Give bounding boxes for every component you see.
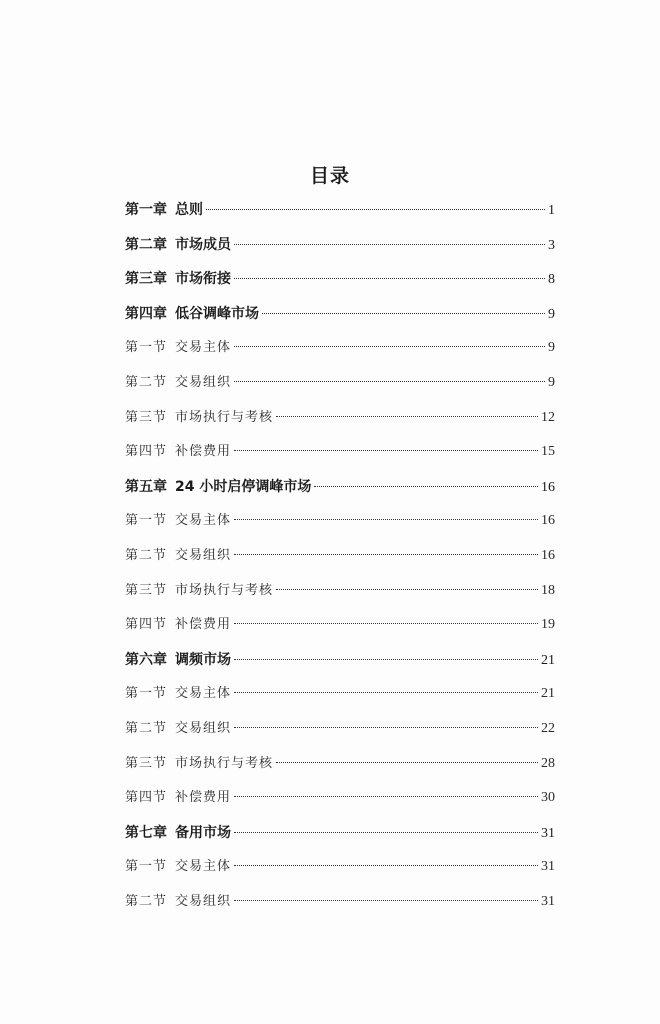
dot-leader xyxy=(234,727,538,728)
dot-leader xyxy=(234,865,538,866)
toc-entry-label xyxy=(125,233,231,257)
toc-entry-label xyxy=(125,579,273,603)
toc-entry-label xyxy=(125,752,273,776)
toc-entry-label xyxy=(125,855,231,879)
toc-page-number: 15 xyxy=(541,444,555,460)
dot-leader xyxy=(262,313,545,314)
toc-page-number: 31 xyxy=(541,859,555,875)
toc-entry-label xyxy=(125,302,259,326)
dot-leader xyxy=(234,450,538,451)
toc-entry-title: 市场执行与考核 xyxy=(175,409,274,425)
toc-entry-title: 市场执行与考核 xyxy=(175,755,274,771)
toc-section-entry[interactable] xyxy=(125,579,555,614)
toc-entry-label xyxy=(125,544,231,568)
toc-chapter-entry[interactable] xyxy=(125,821,555,856)
toc-entry-label xyxy=(125,890,231,914)
toc-page-number: 16 xyxy=(541,479,555,495)
toc-page-number: 3 xyxy=(548,237,555,253)
dot-leader xyxy=(206,209,545,210)
toc-chapter-entry[interactable] xyxy=(125,233,555,268)
dot-leader xyxy=(276,589,538,590)
toc-page-number: 22 xyxy=(541,720,555,736)
toc-entry-label xyxy=(125,267,231,291)
toc-section-entry[interactable] xyxy=(125,336,555,371)
toc-entry-number: 第六章 xyxy=(125,651,167,668)
toc-chapter-entry[interactable] xyxy=(125,267,555,302)
toc-entry-title: 交易主体 xyxy=(175,859,232,875)
dot-leader xyxy=(234,796,538,797)
toc-entry-number: 第二节 xyxy=(125,893,168,909)
toc-entry-number: 第二章 xyxy=(125,236,167,253)
toc-entry-title: 交易组织 xyxy=(175,547,232,563)
toc-entry-label xyxy=(125,821,231,845)
toc-title: 目录 xyxy=(309,165,350,187)
toc-entry-title: 市场衔接 xyxy=(175,271,231,288)
toc-entry-number: 第四节 xyxy=(125,444,168,460)
toc-entry-number: 第四章 xyxy=(125,305,167,322)
toc-page-number: 30 xyxy=(541,790,555,806)
toc-chapter-entry[interactable] xyxy=(125,475,555,510)
toc-list xyxy=(125,198,555,924)
dot-leader xyxy=(234,900,538,901)
dot-leader xyxy=(276,416,538,417)
toc-entry-label xyxy=(125,682,231,706)
toc-section-entry[interactable] xyxy=(125,406,555,441)
toc-entry-label xyxy=(125,475,311,499)
toc-entry-label xyxy=(125,717,231,741)
toc-page-number: 9 xyxy=(548,374,555,390)
toc-entry-label xyxy=(125,371,231,395)
toc-entry-number: 第一节 xyxy=(125,686,168,702)
toc-page-number: 16 xyxy=(541,547,555,563)
toc-section-entry[interactable] xyxy=(125,786,555,821)
toc-entry-title: 交易组织 xyxy=(175,374,232,390)
toc-chapter-entry[interactable] xyxy=(125,198,555,233)
toc-entry-title: 调频市场 xyxy=(175,651,231,668)
dot-leader xyxy=(314,486,538,487)
toc-page-number: 9 xyxy=(548,340,555,356)
toc-page-number: 19 xyxy=(541,617,555,633)
toc-entry-number: 第三节 xyxy=(125,755,168,771)
toc-entry-number: 第四节 xyxy=(125,790,168,806)
toc-page-number: 21 xyxy=(541,686,555,702)
toc-section-entry[interactable] xyxy=(125,613,555,648)
toc-entry-title: 备用市场 xyxy=(175,824,231,841)
toc-section-entry[interactable] xyxy=(125,855,555,890)
dot-leader xyxy=(234,554,538,555)
toc-page-number: 1 xyxy=(548,203,555,218)
toc-entry-title: 交易组织 xyxy=(175,720,232,736)
toc-entry-title: 交易主体 xyxy=(175,513,232,529)
toc-section-entry[interactable] xyxy=(125,682,555,717)
toc-section-entry[interactable] xyxy=(125,509,555,544)
toc-page-number: 21 xyxy=(541,652,555,668)
dot-leader xyxy=(234,244,545,245)
toc-page-number: 28 xyxy=(541,755,555,771)
toc-entry-number: 第一章 xyxy=(125,202,167,218)
toc-entry-title: 交易主体 xyxy=(175,686,232,702)
toc-section-entry[interactable] xyxy=(125,890,555,925)
dot-leader xyxy=(234,692,538,693)
toc-entry-label xyxy=(125,198,203,222)
toc-page-number: 9 xyxy=(548,306,555,322)
dot-leader xyxy=(234,832,538,833)
dot-leader xyxy=(234,623,538,624)
toc-entry-number: 第二节 xyxy=(125,547,168,563)
toc-entry-title: 总则 xyxy=(175,202,203,218)
dot-leader xyxy=(276,762,538,763)
toc-entry-label xyxy=(125,440,231,464)
toc-page-number: 16 xyxy=(541,513,555,529)
toc-entry-number: 第二节 xyxy=(125,374,168,390)
toc-page-number: 31 xyxy=(541,825,555,841)
toc-section-entry[interactable] xyxy=(125,717,555,752)
toc-entry-number: 第五章 xyxy=(125,478,167,495)
toc-page-number: 12 xyxy=(541,409,555,425)
toc-page-number: 18 xyxy=(541,582,555,598)
toc-entry-label xyxy=(125,406,273,430)
toc-entry-number: 第三节 xyxy=(125,582,168,598)
dot-leader xyxy=(234,346,545,347)
toc-entry-title: 补偿费用 xyxy=(175,617,232,633)
toc-entry-number: 第三章 xyxy=(125,271,167,288)
toc-section-entry[interactable] xyxy=(125,544,555,579)
toc-entry-label xyxy=(125,336,231,360)
toc-entry-label xyxy=(125,509,231,533)
dot-leader xyxy=(234,278,545,279)
toc-entry-title: 24 小时启停调峰市场 xyxy=(175,478,312,495)
toc-entry-label xyxy=(125,786,231,810)
toc-entry-number: 第四节 xyxy=(125,617,168,633)
toc-chapter-entry[interactable] xyxy=(125,302,555,337)
toc-section-entry[interactable] xyxy=(125,752,555,787)
dot-leader xyxy=(234,381,545,382)
toc-entry-number: 第一节 xyxy=(125,859,168,875)
toc-section-entry[interactable] xyxy=(125,440,555,475)
toc-entry-number: 第七章 xyxy=(125,824,167,841)
toc-entry-title: 补偿费用 xyxy=(175,444,232,460)
toc-chapter-entry[interactable] xyxy=(125,648,555,683)
toc-entry-label xyxy=(125,613,231,637)
dot-leader xyxy=(234,519,538,520)
toc-entry-title: 低谷调峰市场 xyxy=(175,305,259,322)
toc-page-number: 31 xyxy=(541,893,555,909)
toc-entry-title: 市场成员 xyxy=(175,236,231,253)
toc-entry-title: 交易主体 xyxy=(175,340,232,356)
toc-entry-number: 第三节 xyxy=(125,409,168,425)
toc-entry-number: 第一节 xyxy=(125,513,168,529)
toc-entry-label xyxy=(125,648,231,672)
toc-entry-title: 市场执行与考核 xyxy=(175,582,274,598)
toc-section-entry[interactable] xyxy=(125,371,555,406)
toc-entry-number: 第二节 xyxy=(125,720,168,736)
toc-entry-title: 补偿费用 xyxy=(175,790,232,806)
toc-page-number: 8 xyxy=(548,272,555,288)
toc-entry-number: 第一节 xyxy=(125,340,168,356)
toc-entry-title: 交易组织 xyxy=(175,893,232,909)
dot-leader xyxy=(234,659,538,660)
